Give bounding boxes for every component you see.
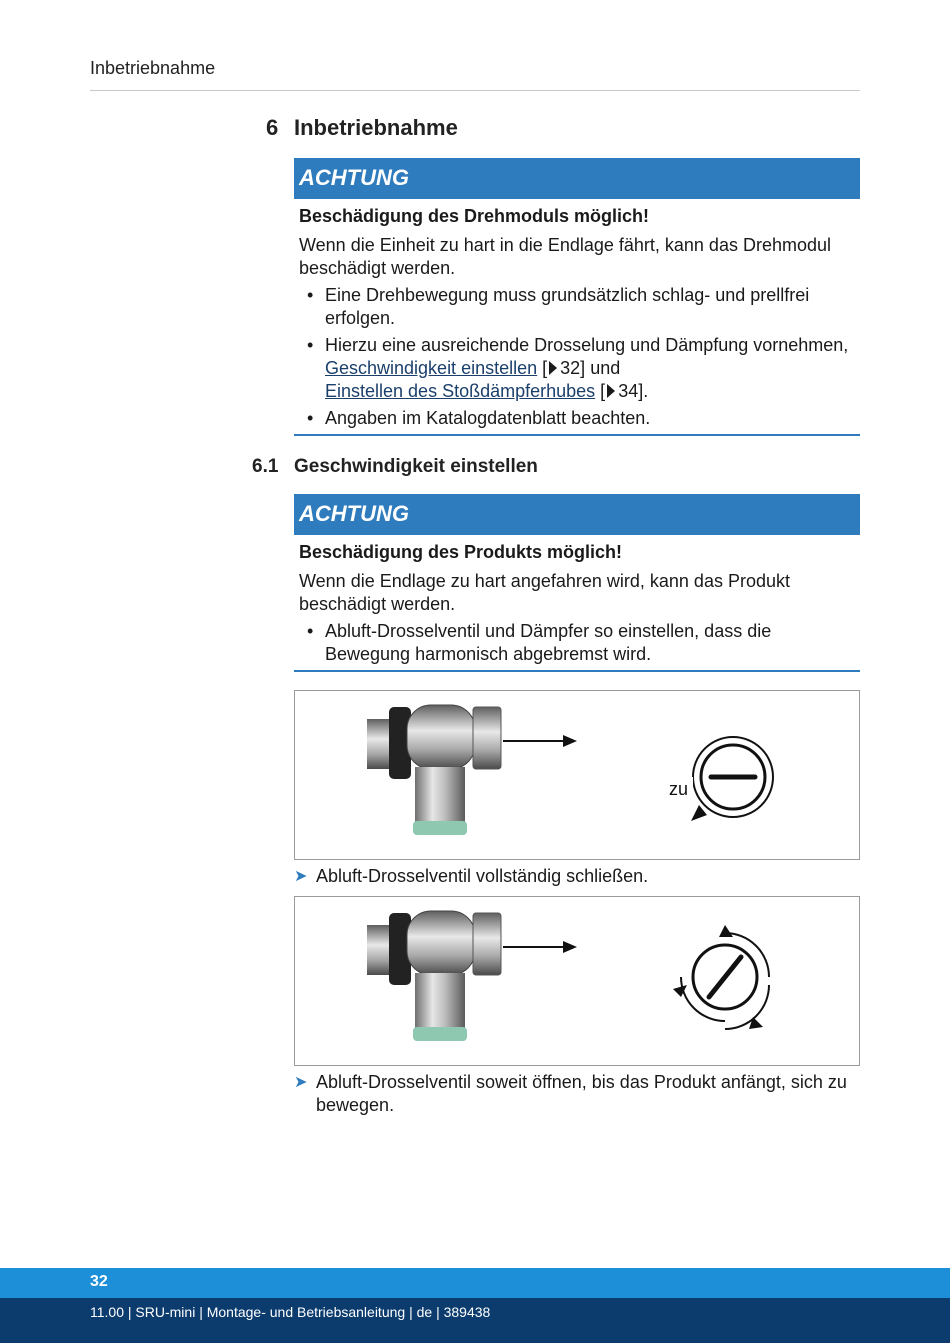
notice-produkt (294, 494, 860, 672)
notice-bottom-rule (294, 670, 860, 672)
valve-illustration (295, 897, 859, 1065)
valve-body (367, 705, 501, 835)
notice-title: Beschädigung des Produkts möglich! (299, 542, 623, 562)
footer-info: 11.00 | SRU-mini | Montage- und Betriebsanleitung | de | 389438 (90, 1304, 491, 1320)
notice-drehmodul (294, 158, 860, 436)
tri-right-icon (549, 361, 557, 375)
figure-valve-close (294, 690, 860, 860)
running-header: Inbetriebnahme (90, 58, 216, 78)
valve-illustration (295, 691, 859, 859)
section-61-number: 6.1 (252, 456, 279, 477)
tri-right-icon (607, 384, 615, 398)
link-stossdaempferhub[interactable]: Einstellen des Stoßdämpferhubes (325, 381, 596, 401)
page-ref: 34 (618, 381, 639, 401)
notice-title: Beschädigung des Drehmoduls möglich! (299, 206, 650, 226)
section-6-title: Inbetriebnahme (294, 115, 458, 140)
page-ref: 32 (560, 358, 581, 378)
header-divider (90, 90, 860, 91)
notice-bullet: • Angaben im Katalogdatenblatt beachten. (299, 407, 860, 430)
page-number: 32 (90, 1273, 108, 1290)
figure-label-zu: zu (669, 779, 689, 799)
bullet-text: und (590, 358, 621, 378)
notice-bullet: • Eine Drehbewegung muss grundsätzlich schlag- und prellfrei erfolgen. (299, 284, 860, 330)
step-1 (294, 865, 860, 888)
notice-label: ACHTUNG (294, 158, 860, 199)
step-2 (294, 1071, 860, 1117)
notice-bottom-rule (294, 434, 860, 436)
step-text: Abluft-Drosselventil vollständig schließen. (316, 866, 649, 886)
notice-text: Wenn die Einheit zu hart in die Endlage fährt, kann das Drehmodul beschädigt werden. (299, 235, 831, 278)
footer-band-top (0, 1268, 950, 1298)
step-text: Abluft-Drosselventil soweit öffnen, bis das Produkt anfängt, sich zu bewegen. (316, 1072, 847, 1115)
rotate-cw-icon (673, 925, 769, 1029)
figure-valve-open (294, 896, 860, 1066)
notice-label: ACHTUNG (294, 494, 860, 535)
section-6-number: 6 (266, 115, 279, 140)
notice-bullet: • Hierzu eine ausreichende Drosselung und Dämpfung vornehmen, Geschwindigkeit einstellen [ 32] und Einstellen des Stoßdämpferhubes [ 34]. (299, 334, 860, 403)
section-61-title: Geschwindigkeit einstellen (294, 456, 538, 477)
notice-text: Wenn die Endlage zu hart angefahren wird, kann das Produkt beschädigt werden. (299, 571, 790, 614)
bullet-text: Hierzu eine ausreichende Drosselung und Dämpfung vornehmen, (325, 335, 849, 355)
notice-bullet: • Abluft-Drosselventil und Dämpfer so einstellen, dass die Bewegung harmonisch abgebremst wird. (299, 620, 860, 666)
check-arrow-icon (691, 737, 773, 821)
link-geschwindigkeit-einstellen[interactable]: Geschwindigkeit einstellen (325, 358, 538, 378)
step-marker-icon: ➤ (294, 1074, 308, 1091)
step-marker-icon: ➤ (294, 868, 308, 885)
valve-body (367, 911, 501, 1041)
